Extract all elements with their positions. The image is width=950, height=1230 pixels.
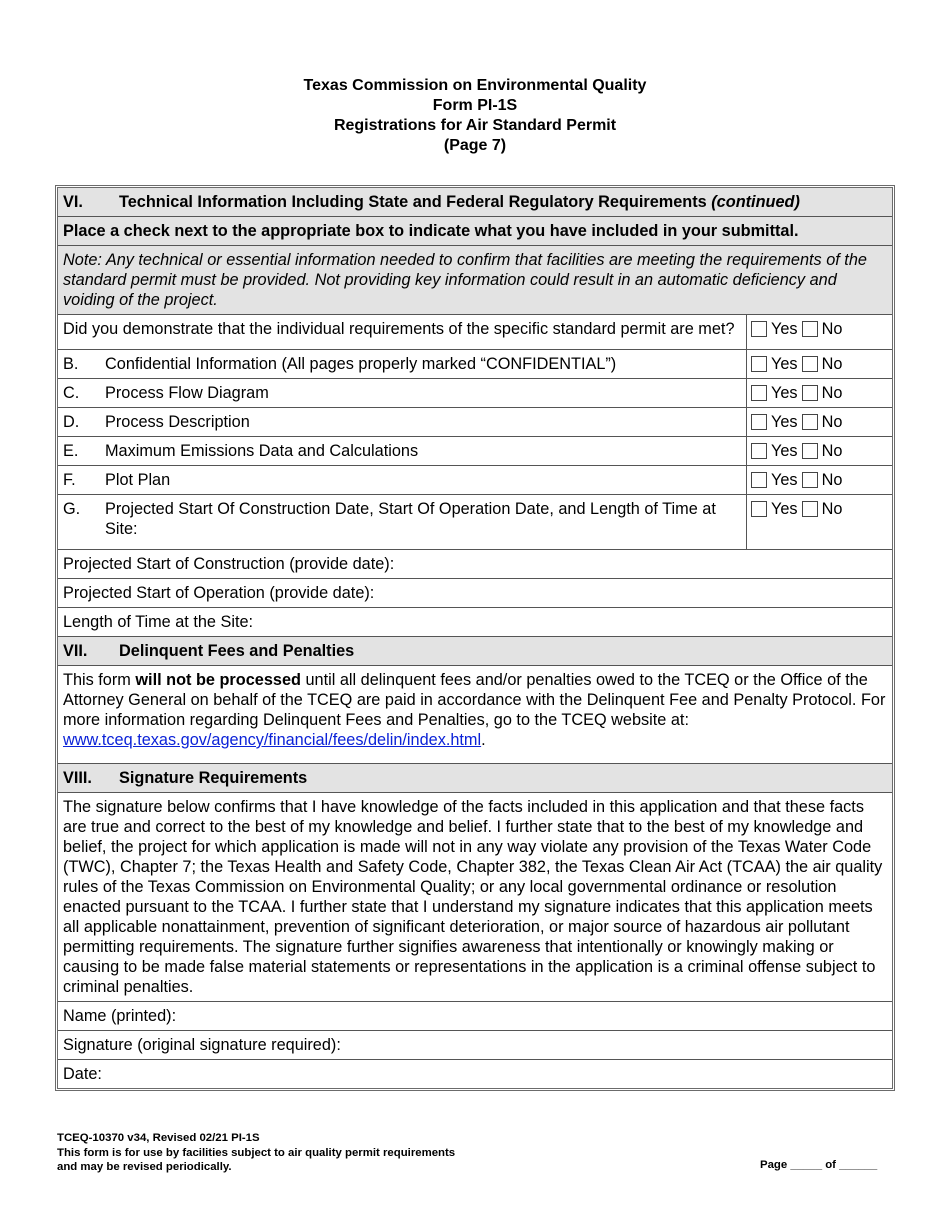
page-number: Page _____ of ______ [760,1159,878,1171]
form-title: Registrations for Air Standard Permit [333,117,617,134]
question-row [58,379,892,408]
question-row [58,315,892,350]
yes-checkbox[interactable] [751,321,767,337]
no-label: No [821,471,843,489]
question-label: Maximum Emissions Data and Calculations [105,442,419,460]
yes-checkbox[interactable] [751,414,767,430]
yes-checkbox[interactable] [751,356,767,372]
footer-note: This form is for use by facilities subject to air quality permit requirements [57,1146,456,1159]
yes-checkbox[interactable] [751,501,767,517]
text-segment: This form [63,671,136,689]
question-label: Confidential Information (All pages properly marked “CONFIDENTIAL”) [105,355,617,373]
no-label: No [821,355,843,373]
form-header [0,76,950,156]
instruction-row: Place a check next to the appropriate box to indicate what you have included in your submittal. [58,217,892,246]
question-letter: C. [63,384,80,402]
delinquent-fees-text [58,666,892,764]
page-label: (Page 7) [443,137,507,154]
no-label: No [821,500,843,518]
form-revision: TCEQ-10370 v34, Revised 02/21 PI-1S [57,1132,260,1144]
operation-date-field[interactable]: Projected Start of Operation (provide date): [58,579,892,608]
no-label: No [821,413,843,431]
name-printed-field[interactable]: Name (printed): [58,1002,892,1031]
yes-label: Yes [771,500,798,518]
question-letter: E. [63,442,79,460]
yes-label: Yes [771,442,798,460]
question-text [58,495,746,549]
signature-statement: The signature below confirms that I have knowledge of the facts included in this application and that these facts are true and correct to the best of my knowledge and belief. I further state that to the best of my knowledge and belief, the project for which application is made will not in any way violate any provision of the Texas Water Code (TWC), Chapter 7; the Texas Health and Safety Code, Chapter 382, the Texas Clean Air Act (TCAA) the air quality rules of the Texas Commission on Environmental Quality; or any local governmental ordinance or resolution enacted pursuant to the TCAA. I further state that I understand my signature indicates that this application meets all applicable nonattainment, prevention of significant deterioration, or major source of hazardous air pollutant permitting requirements. The signature further signifies awareness that intentionally or knowingly making or causing to be made false material statements or representations in the application is a criminal offense subject to criminal penalties. [58,793,892,1002]
no-checkbox[interactable] [802,443,818,459]
question-label: Process Flow Diagram [105,384,269,402]
section-7-header [58,637,892,666]
question-row [58,495,892,550]
yes-no-group [746,350,892,378]
yes-no-group [746,495,892,549]
question-letter: D. [63,413,80,431]
form-number: Form PI-1S [432,97,518,114]
question-row [58,466,892,495]
yes-label: Yes [771,384,798,402]
question-row [58,350,892,379]
question-row [58,408,892,437]
construction-date-field[interactable]: Projected Start of Construction (provide date): [58,550,892,579]
question-text [58,408,746,436]
question-label: Process Description [105,413,250,431]
form-footer [57,1131,455,1175]
emphasis-text: will not be processed [135,671,301,689]
section-number: VI. [63,193,83,211]
section-number: VIII. [63,769,92,787]
yes-no-group [746,379,892,407]
yes-no-group [746,408,892,436]
yes-checkbox[interactable] [751,472,767,488]
question-text [58,379,746,407]
yes-label: Yes [771,471,798,489]
section-6-header [58,188,892,217]
question-text [58,437,746,465]
note-row: Note: Any technical or essential information needed to confirm that facilities are meeting the requirements of the standard permit must be provided. Not providing key information could result in an automatic deficiency and voiding of the project. [58,246,892,315]
yes-label: Yes [771,320,798,338]
form-table [55,185,895,1091]
no-label: No [821,384,843,402]
question-letter: G. [63,500,81,518]
text-segment: until all delinquent fees and/or penalties owed to the TCEQ or the Office of the Attorney General on behalf of the TCEQ are paid in accordance with the Delinquent Fee and Penalty Protocol. For more information regarding Delinquent Fees and Penalties, go to the TCEQ website at: [63,671,886,729]
no-checkbox[interactable] [802,356,818,372]
no-checkbox[interactable] [802,321,818,337]
agency-name: Texas Commission on Environmental Quality [303,77,647,94]
question-text [58,315,746,349]
yes-label: Yes [771,355,798,373]
section-8-header [58,764,892,793]
no-checkbox[interactable] [802,501,818,517]
signature-field[interactable]: Signature (original signature required): [58,1031,892,1060]
text-segment: . [481,731,486,749]
delinquent-fees-link[interactable]: www.tceq.texas.gov/agency/financial/fees/delin/index.html [63,731,482,749]
yes-label: Yes [771,413,798,431]
question-label: Plot Plan [105,471,171,489]
no-checkbox[interactable] [802,414,818,430]
no-checkbox[interactable] [802,385,818,401]
length-of-time-field[interactable]: Length of Time at the Site: [58,608,892,637]
yes-no-group [746,315,892,349]
question-text [58,466,746,494]
yes-checkbox[interactable] [751,385,767,401]
yes-no-group [746,437,892,465]
section-title: Delinquent Fees and Penalties [119,642,355,660]
date-field[interactable]: Date: [63,1065,102,1083]
question-label: Did you demonstrate that the individual requirements of the specific standard permit are met? [63,320,735,338]
question-text [58,350,746,378]
yes-no-group [746,466,892,494]
footer-note-cont: and may be revised periodically. [57,1161,232,1173]
no-label: No [821,442,843,460]
section-title: Signature Requirements [119,769,308,787]
question-letter: F. [63,471,76,489]
section-number: VII. [63,642,88,660]
section-title-suffix: (continued) [711,193,800,211]
section-title: Technical Information Including State and Federal Regulatory Requirements [119,193,712,211]
no-checkbox[interactable] [802,472,818,488]
no-label: No [821,320,843,338]
yes-checkbox[interactable] [751,443,767,459]
question-letter: B. [63,355,79,373]
question-row [58,437,892,466]
question-label: Projected Start Of Construction Date, Start Of Operation Date, and Length of Time at Site: [105,500,716,538]
